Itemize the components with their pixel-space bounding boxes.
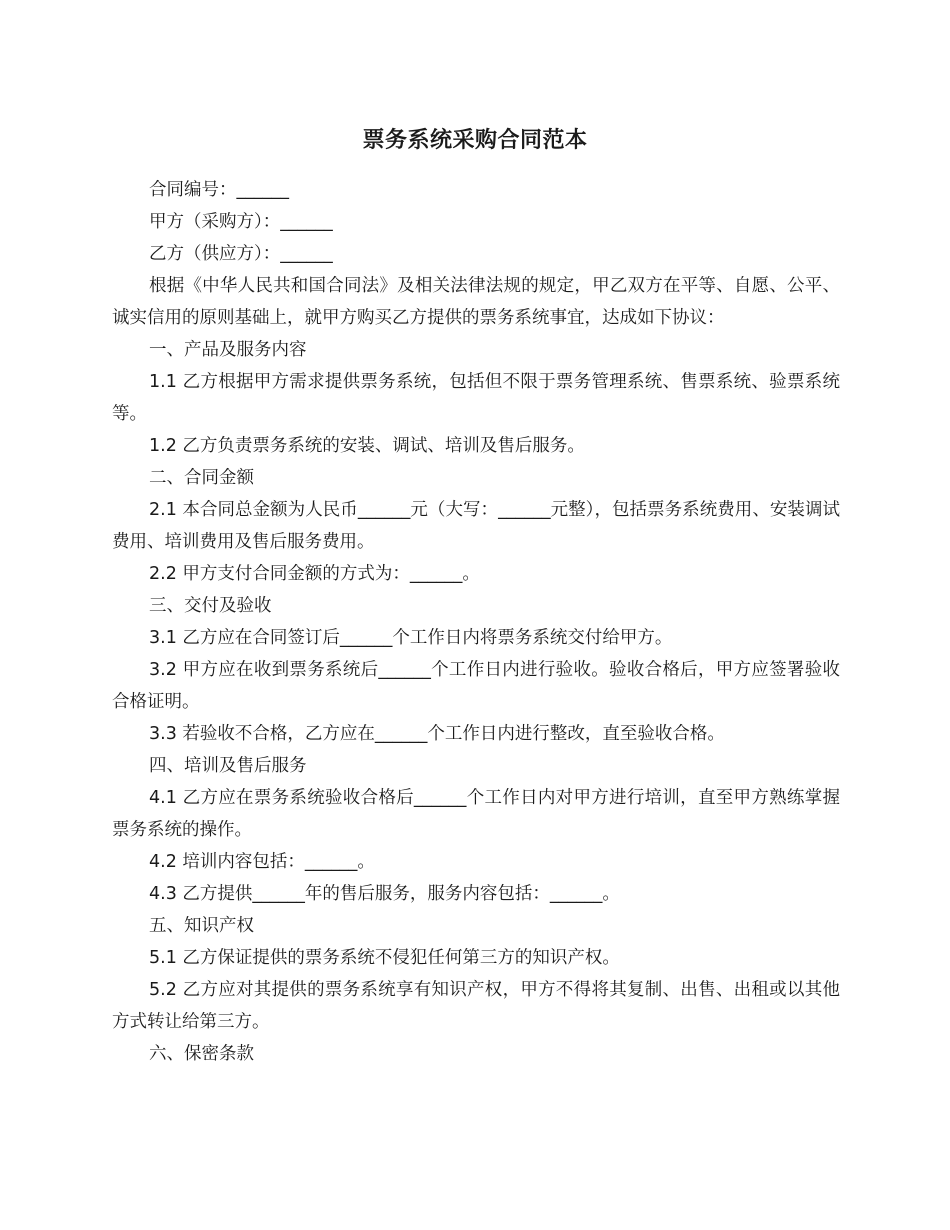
section-heading: 三、交付及验收 (149, 596, 272, 616)
section-heading: 二、合同金额 (149, 468, 254, 488)
clause-paragraph: 3.2 甲方应在收到票务系统后______个工作日内进行验收。验收合格后，甲方应签署验收合格证明。 (112, 660, 840, 712)
section-heading: 五、知识产权 (149, 916, 254, 936)
party-a-line: 甲方（采购方）：______ (149, 212, 333, 232)
party-b-line: 乙方（供应方）：______ (149, 244, 333, 264)
clause-paragraph: 3.3 若验收不合格，乙方应在______个工作日内进行整改，直至验收合格。 (149, 724, 725, 744)
clause-paragraph: 4.1 乙方应在票务系统验收合格后______个工作日内对甲方进行培训，直至甲方熟练掌握票务系统的操作。 (112, 788, 840, 840)
clause-paragraph: 3.1 乙方应在合同签订后______个工作日内将票务系统交付给甲方。 (149, 628, 673, 648)
section-heading: 四、培训及售后服务 (149, 756, 307, 776)
clause-paragraph: 5.2 乙方应对其提供的票务系统享有知识产权，甲方不得将其复制、出售、出租或以其他方式转让给第三方。 (112, 980, 840, 1032)
clause-paragraph: 1.1 乙方根据甲方需求提供票务系统，包括但不限于票务管理系统、售票系统、验票系统等。 (112, 372, 840, 424)
contract-number-line: 合同编号：______ (149, 180, 289, 200)
preamble-paragraph: 根据《中华人民共和国合同法》及相关法律法规的规定，甲乙双方在平等、自愿、公平、诚实信用的原则基础上，就甲方购买乙方提供的票务系统事宜，达成如下协议： (112, 276, 840, 328)
clause-paragraph: 2.1 本合同总金额为人民币______元（大写：______元整），包括票务系统费用、安装调试费用、培训费用及售后服务费用。 (112, 500, 840, 552)
clause-paragraph: 2.2 甲方支付合同金额的方式为：______。 (149, 564, 480, 584)
clause-paragraph: 5.1 乙方保证提供的票务系统不侵犯任何第三方的知识产权。 (149, 948, 620, 968)
section-heading: 六、保密条款 (149, 1044, 254, 1064)
document-body (112, 174, 840, 1070)
clause-paragraph: 4.2 培训内容包括：______。 (149, 852, 375, 872)
document-title: 票务系统采购合同范本 (362, 128, 588, 153)
section-heading: 一、产品及服务内容 (149, 340, 307, 360)
clause-paragraph: 4.3 乙方提供______年的售后服务，服务内容包括：______。 (149, 884, 620, 904)
clause-paragraph: 1.2 乙方负责票务系统的安装、调试、培训及售后服务。 (149, 436, 585, 456)
